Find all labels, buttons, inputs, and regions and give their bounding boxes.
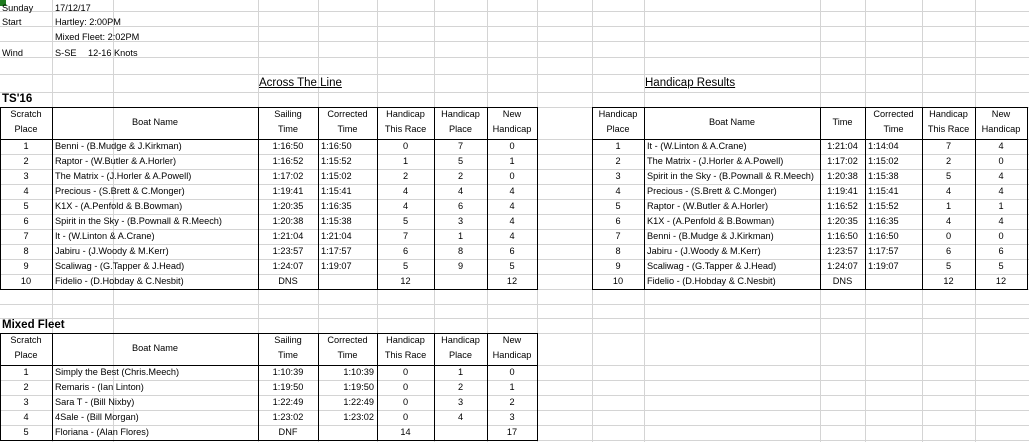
column-header: Corrected [873, 109, 914, 119]
column-header: This Race [927, 124, 970, 134]
table-border [592, 107, 593, 289]
column-header: Scratch [10, 109, 42, 119]
table-cell: 2 [23, 382, 29, 392]
table-cell: 1:14:04 [868, 141, 899, 151]
column-header: Time [337, 350, 358, 360]
table-border [537, 333, 538, 440]
table-cell: 0 [402, 382, 409, 392]
grid-row-line [0, 425, 1029, 426]
grid-row-line [0, 57, 1029, 58]
table-cell: 9 [23, 261, 29, 271]
ts16-title: TS'16 [2, 93, 33, 105]
table-cell: DNS [278, 276, 298, 286]
table-cell: 0 [509, 141, 515, 151]
table-cell: 12 [400, 276, 411, 286]
column-header: Handicap [441, 109, 480, 119]
column-header: Boat Name [709, 117, 755, 127]
table-cell: 3 [23, 397, 29, 407]
table-cell: 5 [402, 261, 409, 271]
wind-label: Wind [2, 48, 23, 58]
table-cell: DNF [278, 427, 298, 437]
table-border [592, 107, 1028, 108]
table-cell: 1:16:50 [868, 231, 899, 241]
table-cell: Remaris - (Ian Linton) [55, 382, 144, 392]
table-border [0, 333, 1, 440]
grid-row-line [0, 169, 1029, 170]
table-cell: 5 [945, 261, 952, 271]
table-cell: 0 [402, 412, 409, 422]
table-cell: Benni - (B.Mudge & J.Kirkman) [55, 141, 182, 151]
table-cell: 0 [998, 231, 1004, 241]
table-cell: 1:19:50 [272, 382, 304, 392]
table-cell: 12 [943, 276, 954, 286]
table-cell: 10 [20, 276, 32, 286]
table-cell: 4 [457, 186, 464, 196]
table-cell: 2 [457, 382, 464, 392]
wind-direction: S-SE [55, 48, 77, 58]
table-cell: 7 [457, 141, 464, 151]
table-border [537, 107, 538, 289]
table-cell: 7 [402, 231, 409, 241]
table-cell: Spirit in the Sky - (B.Pownall & R.Meech) [647, 171, 814, 181]
table-cell: 1:15:38 [868, 171, 899, 181]
table-cell: 1:19:41 [272, 186, 304, 196]
grid-row-line [0, 395, 1029, 396]
table-cell: 1 [615, 141, 621, 151]
table-cell: 4 [998, 216, 1004, 226]
table-cell: 1:16:52 [272, 156, 304, 166]
table-cell: 1:23:02 [272, 412, 304, 422]
table-cell: 1:15:52 [321, 156, 352, 166]
table-cell: 1:20:38 [827, 171, 858, 181]
table-cell: Jabiru - (J.Woody & M.Kerr) [55, 246, 169, 256]
column-header: Time [337, 124, 358, 134]
table-cell: 4 [998, 186, 1004, 196]
table-cell: 5 [457, 156, 464, 166]
table-cell: 4 [402, 186, 409, 196]
table-cell: 0 [509, 171, 515, 181]
table-cell: 4 [998, 171, 1004, 181]
table-cell: Floriana - (Alan Flores) [55, 427, 149, 437]
table-border [434, 333, 435, 440]
table-cell: 10 [612, 276, 624, 286]
table-border [377, 107, 378, 289]
table-border [0, 289, 538, 290]
column-header: New [991, 109, 1011, 119]
table-cell: 1 [457, 367, 464, 377]
table-border [820, 107, 821, 289]
grid-row-line [0, 41, 1029, 42]
table-cell: 9 [457, 261, 464, 271]
table-cell: 1:16:50 [321, 141, 352, 151]
grid-row-line [0, 304, 1029, 305]
column-header: Handicap [929, 109, 968, 119]
table-cell: Scaliwag - (G.Tapper & J.Head) [55, 261, 185, 271]
grid-row-line [0, 274, 1029, 275]
table-cell: 5 [402, 216, 409, 226]
table-cell: 1:19:07 [321, 261, 352, 271]
column-header: Place [14, 124, 38, 134]
table-cell: 0 [998, 156, 1004, 166]
grid-row-line [0, 410, 1029, 411]
start-hartley: Hartley: 2:00PM [55, 17, 121, 27]
grid-row-line [0, 74, 1029, 75]
table-border [644, 107, 645, 289]
table-cell: 1:24:07 [272, 261, 304, 271]
table-cell: 1:21:04 [827, 141, 858, 151]
table-cell: 3 [457, 397, 464, 407]
table-cell: 1 [23, 367, 29, 377]
grid-row-line [0, 244, 1029, 245]
table-cell: 3 [509, 412, 515, 422]
table-cell: 4 [945, 186, 952, 196]
table-cell: 12 [995, 276, 1007, 286]
table-cell: 1:16:50 [827, 231, 858, 241]
table-cell: 4 [457, 412, 464, 422]
column-header: This Race [384, 124, 427, 134]
column-header: Time [883, 124, 904, 134]
table-cell: 14 [400, 427, 411, 437]
column-header: Time [277, 124, 299, 134]
table-cell: 0 [402, 367, 409, 377]
table-cell: 4 [23, 412, 29, 422]
column-header: New [502, 109, 522, 119]
table-cell: 7 [615, 231, 621, 241]
table-cell: 3 [457, 216, 464, 226]
table-border [434, 107, 435, 289]
table-cell: 1:15:41 [321, 186, 352, 196]
table-border [52, 107, 53, 289]
table-border [0, 333, 538, 334]
grid-row-line [0, 259, 1029, 260]
table-cell: 8 [457, 246, 464, 256]
column-header: Handicap [386, 109, 425, 119]
table-cell: Jabiru - (J.Woody & M.Kerr) [647, 246, 761, 256]
mixed-fleet-title: Mixed Fleet [2, 319, 65, 331]
table-cell: 8 [615, 246, 621, 256]
table-cell: 1:16:52 [827, 201, 858, 211]
table-cell: 4 [615, 186, 621, 196]
table-border [318, 107, 319, 289]
table-cell: It - (W.Linton & A.Crane) [647, 141, 747, 151]
column-header: Place [606, 124, 630, 134]
table-border [0, 107, 1, 289]
column-header: New [502, 335, 522, 345]
day-label: Sunday [2, 3, 34, 13]
table-cell: 8 [23, 246, 29, 256]
table-cell: 6 [509, 246, 515, 256]
column-header: Handicap [492, 350, 532, 360]
start-label: Start [2, 17, 22, 27]
table-cell: 3 [615, 171, 621, 181]
grid-row-line [0, 11, 1029, 12]
table-cell: 5 [615, 201, 621, 211]
table-cell: 2 [615, 156, 621, 166]
table-cell: 2 [23, 156, 29, 166]
column-header: Handicap [981, 124, 1021, 134]
table-border [592, 289, 1028, 290]
column-header: Boat Name [132, 343, 178, 353]
table-cell: 4 [945, 216, 952, 226]
column-header: Handicap [441, 335, 480, 345]
table-cell: 1:16:50 [272, 141, 304, 151]
table-cell: 6 [23, 216, 29, 226]
table-cell: 0 [402, 141, 409, 151]
table-border [258, 333, 259, 440]
table-cell: 2 [509, 397, 515, 407]
table-cell: 6 [457, 201, 464, 211]
table-cell: 9 [615, 261, 621, 271]
table-cell: 1:16:35 [868, 216, 899, 226]
column-header: Time [832, 117, 853, 127]
table-border [0, 440, 538, 441]
table-cell: K1X - (A.Penfold & B.Bowman) [647, 216, 775, 226]
grid-row-line [0, 154, 1029, 155]
table-cell: 2 [945, 156, 952, 166]
table-cell: 2 [402, 171, 409, 181]
table-cell: 4 [23, 186, 29, 196]
table-cell: 4 [509, 186, 515, 196]
table-cell: 1:10:39 [272, 367, 304, 377]
table-cell: 1:19:41 [827, 186, 858, 196]
table-cell: 6 [945, 246, 952, 256]
column-header: Corrected [327, 335, 368, 345]
table-cell: 1:17:02 [272, 171, 304, 181]
handicap-results-heading: Handicap Results [645, 77, 736, 89]
table-cell: Sara T - (Bill Nixby) [55, 397, 135, 407]
table-cell: 1 [509, 156, 515, 166]
table-border [0, 139, 538, 140]
table-cell: DNS [832, 276, 853, 286]
table-cell: 0 [509, 367, 515, 377]
table-cell: 1:20:38 [272, 216, 304, 226]
table-cell: Fidelio - (D.Hobday & C.Nesbit) [55, 276, 184, 286]
table-cell: 1:21:04 [321, 231, 352, 241]
table-cell: It - (W.Linton & A.Crane) [55, 231, 155, 241]
column-header: Handicap [386, 335, 425, 345]
table-cell: Scaliwag - (G.Tapper & J.Head) [647, 261, 777, 271]
table-border [1027, 107, 1028, 289]
table-border [258, 107, 259, 289]
table-cell: 1:23:57 [272, 246, 304, 256]
table-border [922, 107, 923, 289]
table-cell: 7 [945, 141, 952, 151]
table-cell: 1:16:35 [321, 201, 352, 211]
table-border [0, 365, 538, 366]
table-cell: 1 [945, 201, 952, 211]
table-cell: 4 [509, 201, 515, 211]
table-cell: 1:15:41 [868, 186, 899, 196]
table-cell: 2 [457, 171, 464, 181]
column-header: Sailing [274, 335, 302, 345]
table-cell: 5 [23, 201, 29, 211]
table-cell: 1:10:39 [343, 367, 374, 377]
table-cell: 1:23:02 [343, 412, 374, 422]
column-header: Time [277, 350, 299, 360]
table-cell: 1 [509, 382, 515, 392]
start-mixed: Mixed Fleet: 2:02PM [55, 32, 140, 42]
grid-row-line [0, 199, 1029, 200]
table-cell: 7 [23, 231, 29, 241]
table-cell: Precious - (S.Brett & C.Monger) [647, 186, 777, 196]
grid-row-line [0, 214, 1029, 215]
table-cell: 1:17:02 [827, 156, 858, 166]
across-the-line-heading: Across The Line [259, 77, 342, 89]
table-cell: Fidelio - (D.Hobday & C.Nesbit) [647, 276, 776, 286]
table-cell: 1:17:57 [868, 246, 899, 256]
table-cell: 0 [945, 231, 952, 241]
table-cell: 1 [457, 231, 464, 241]
table-cell: 1:15:02 [321, 171, 352, 181]
table-border [377, 333, 378, 440]
grid-row-line [0, 92, 1029, 93]
table-cell: 5 [509, 261, 515, 271]
table-cell: 1:15:52 [868, 201, 899, 211]
table-cell: 3 [23, 171, 29, 181]
table-cell: 1 [402, 156, 409, 166]
column-header: Place [14, 350, 38, 360]
table-cell: 1:19:50 [343, 382, 374, 392]
table-border [865, 107, 866, 289]
table-cell: 1:17:57 [321, 246, 352, 256]
column-header: Handicap [492, 124, 532, 134]
table-cell: The Matrix - (J.Horler & A.Powell) [647, 156, 784, 166]
grid-row-line [0, 318, 1029, 319]
table-cell: 4 [402, 201, 409, 211]
table-cell: 5 [945, 171, 952, 181]
table-cell: 1 [998, 201, 1004, 211]
table-cell: Raptor - (W.Butler & A.Horler) [647, 201, 768, 211]
grid-row-line [0, 229, 1029, 230]
table-cell: Benni - (B.Mudge & J.Kirkman) [647, 231, 774, 241]
table-border [0, 107, 538, 108]
grid-row-line [0, 380, 1029, 381]
table-border [487, 333, 488, 440]
table-cell: 1:15:02 [868, 156, 899, 166]
table-border [487, 107, 488, 289]
column-header: Place [449, 350, 472, 360]
table-cell: 12 [506, 276, 518, 286]
table-cell: Precious - (S.Brett & C.Monger) [55, 186, 185, 196]
table-border [592, 139, 1028, 140]
table-cell: 1:22:49 [272, 397, 304, 407]
table-cell: Simply the Best (Chris.Meech) [55, 367, 180, 377]
table-cell: K1X - (A.Penfold & B.Bowman) [55, 201, 183, 211]
grid-row-line [0, 26, 1029, 27]
grid-row-line [0, 184, 1029, 185]
wind-speed: 12-16 Knots [88, 48, 138, 58]
table-cell: 4 [998, 141, 1004, 151]
table-cell: 1:21:04 [272, 231, 304, 241]
column-header: Place [449, 124, 472, 134]
table-cell: 1:20:35 [272, 201, 304, 211]
column-header: Sailing [274, 109, 302, 119]
table-cell: 5 [998, 261, 1004, 271]
table-cell: 4 [509, 231, 515, 241]
column-header: Scratch [10, 335, 42, 345]
column-header: Handicap [598, 109, 638, 119]
table-border [318, 333, 319, 440]
table-cell: 5 [23, 427, 29, 437]
table-cell: 1:15:38 [321, 216, 352, 226]
column-header: Corrected [327, 109, 368, 119]
table-cell: 4Sale - (Bill Morgan) [55, 412, 139, 422]
table-cell: 1 [23, 141, 29, 151]
table-cell: 17 [506, 427, 518, 437]
table-cell: 0 [402, 397, 409, 407]
column-header: This Race [384, 350, 427, 360]
table-cell: 6 [402, 246, 409, 256]
table-cell: 1:24:07 [827, 261, 858, 271]
table-border [975, 107, 976, 289]
table-cell: 1:20:35 [827, 216, 858, 226]
table-cell: Raptor - (W.Butler & A.Horler) [55, 156, 176, 166]
table-cell: 1:22:49 [343, 397, 374, 407]
table-cell: 4 [509, 216, 515, 226]
table-cell: 6 [615, 216, 621, 226]
table-cell: 1:19:07 [868, 261, 899, 271]
table-cell: The Matrix - (J.Horler & A.Powell) [55, 171, 192, 181]
date-value: 17/12/17 [55, 3, 91, 13]
table-border [52, 333, 53, 440]
table-cell: 6 [998, 246, 1004, 256]
table-cell: 1:23:57 [827, 246, 858, 256]
column-header: Boat Name [132, 117, 178, 127]
table-cell: Spirit in the Sky - (B.Pownall & R.Meech) [55, 216, 222, 226]
